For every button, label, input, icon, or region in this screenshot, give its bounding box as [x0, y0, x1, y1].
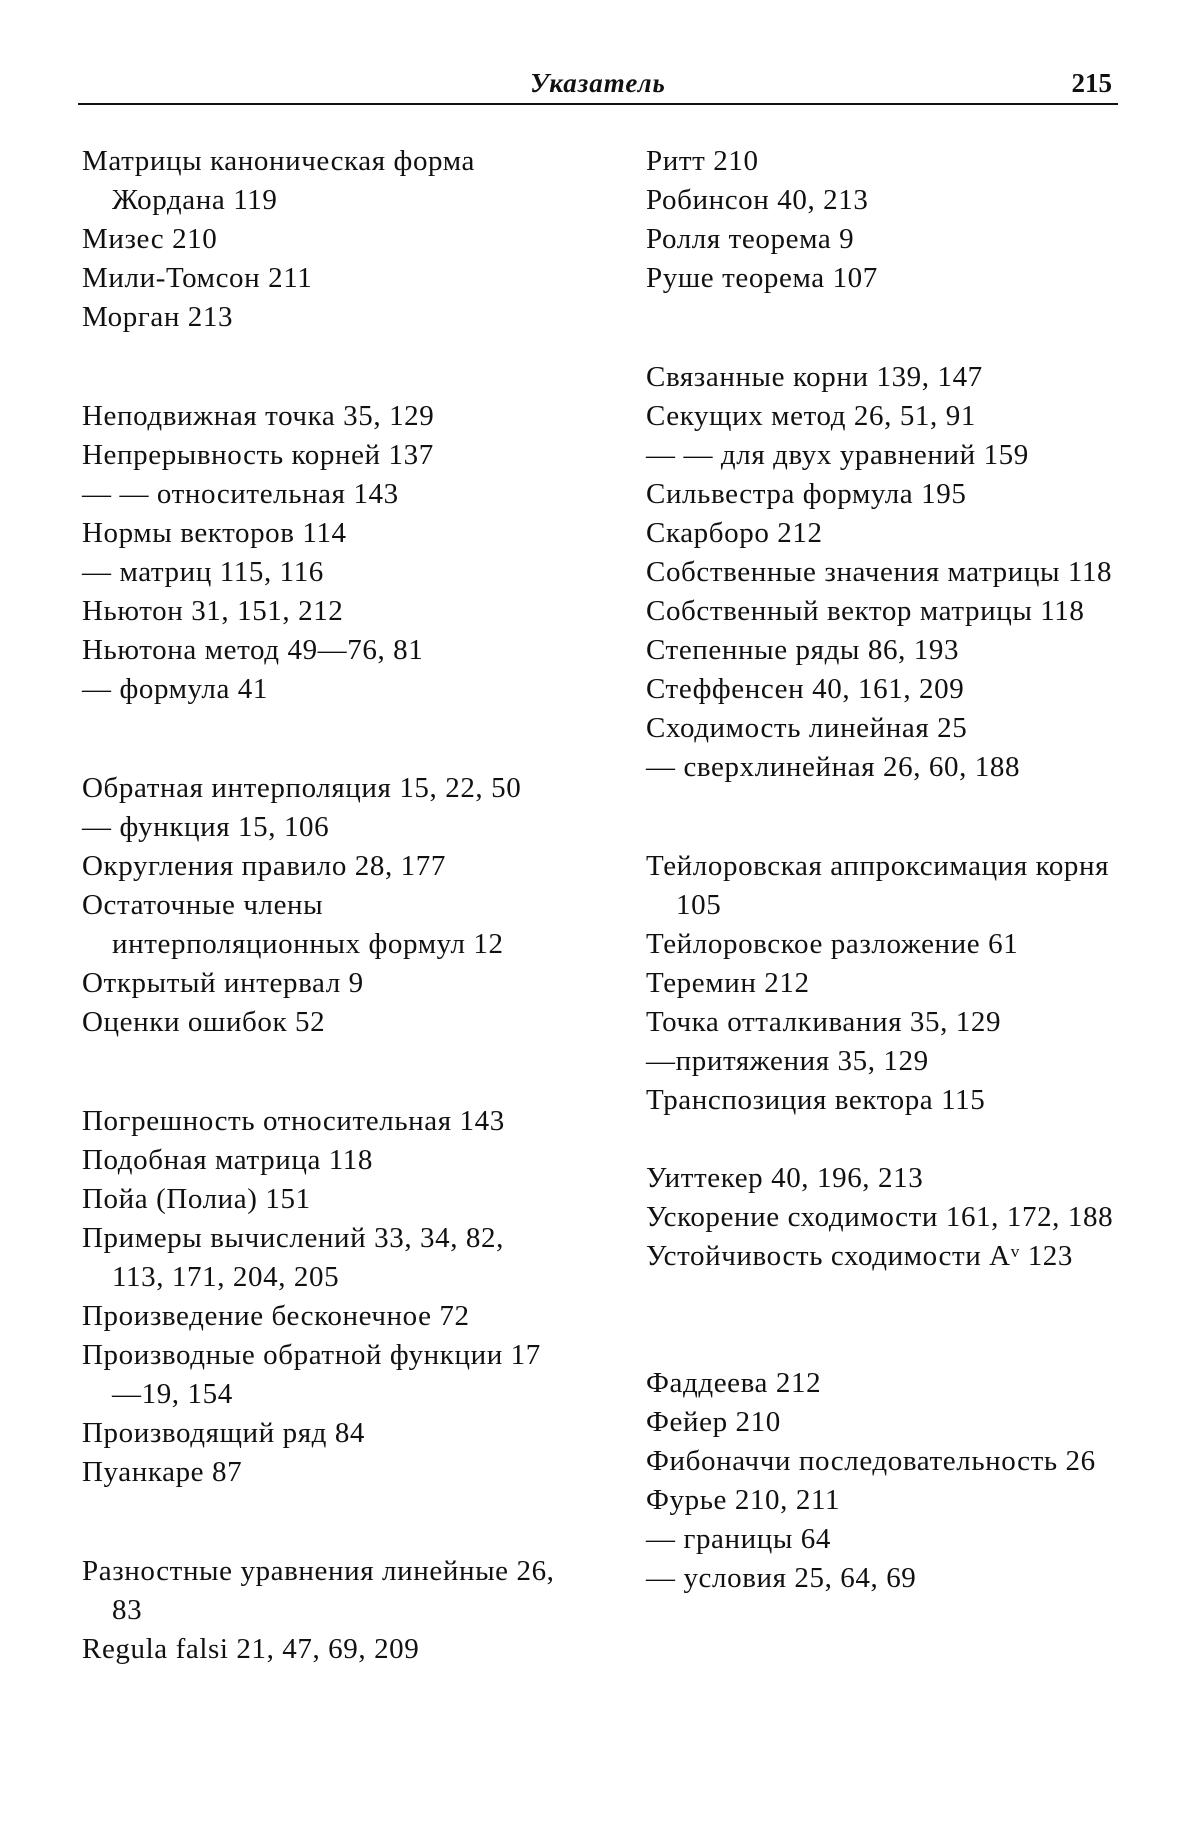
index-entry: Тейлоровская аппроксимация корня 105 [646, 850, 1110, 921]
index-subentry: —притяжения 35, 129 [646, 1045, 929, 1077]
index-entry: Нормы векторов 114 [82, 517, 347, 549]
index-entry: Остаточные члены интерполяционных формул 12 [82, 889, 504, 960]
page-number: 215 [1071, 68, 1112, 98]
index-subentry: — сверхлинейная 26, 60, 188 [646, 751, 1021, 783]
index-entry: Ролля теорема 9 [646, 223, 855, 255]
index-entry: Открытый интервал 9 [82, 967, 364, 999]
index-entry: Мили-Томсон 211 [82, 262, 313, 294]
index-entry: Пойа (Полиа) 151 [82, 1183, 311, 1215]
index-entry: Руше теорема 107 [646, 262, 878, 294]
index-entry: Производные обратной функции 17—19, 154 [82, 1339, 541, 1410]
index-subentry: — формула 41 [82, 673, 268, 705]
index-entry: Разностные уравнения линейные 26, 83 [82, 1555, 555, 1626]
index-entry: Производящий ряд 84 [82, 1417, 366, 1449]
index-entry: Погрешность относительная 143 [82, 1105, 505, 1137]
index-entry: Сильвестра формула 195 [646, 478, 967, 510]
index-entry: Ускорение сходимости 161, 172, 188 [646, 1201, 1114, 1233]
index-entry: Собственный вектор матрицы 118 [646, 595, 1085, 627]
index-entry: Произведение бесконечное 72 [82, 1300, 470, 1332]
index-entry: Округления правило 28, 177 [82, 850, 446, 882]
index-entry: Ритт 210 [646, 145, 759, 177]
index-entry: Тейлоровское разложение 61 [646, 928, 1019, 960]
index-entry: Regula falsi 21, 47, 69, 209 [82, 1633, 420, 1665]
index-entry: Пуанкаре 87 [82, 1456, 243, 1488]
index-column-right [646, 142, 1134, 1598]
index-entry: Степенные ряды 86, 193 [646, 634, 960, 666]
index-entry: Стеффенсен 40, 161, 209 [646, 673, 965, 705]
index-entry: Подобная матрица 118 [82, 1144, 373, 1176]
index-entry: Теремин 212 [646, 967, 810, 999]
index-subentry: — границы 64 [646, 1523, 832, 1555]
index-entry: Точка отталкивания 35, 129 [646, 1006, 1002, 1038]
index-entry: Транспозиция вектора 115 [646, 1084, 986, 1116]
index-entry: Непрерывность корней 137 [82, 439, 434, 471]
index-entry: Оценки ошибок 52 [82, 1006, 326, 1038]
index-column-left [82, 142, 562, 1669]
running-head [78, 68, 1118, 108]
index-entry: Устойчивость сходимости Aᵛ 123 [646, 1240, 1074, 1272]
index-entry: Ньютон 31, 151, 212 [82, 595, 344, 627]
index-entry: Сходимость линейная 25 [646, 712, 968, 744]
index-entry: Обратная интерполяция 15, 22, 50 [82, 772, 522, 804]
index-subentry: — — относительная 143 [82, 478, 399, 510]
index-entry: Неподвижная точка 35, 129 [82, 400, 435, 432]
index-subentry: — функция 15, 106 [82, 811, 330, 843]
index-entry: Фурье 210, 211 [646, 1484, 841, 1516]
index-entry: Связанные корни 139, 147 [646, 361, 983, 393]
index-subentry: — условия 25, 64, 69 [646, 1562, 917, 1594]
index-entry: Фейер 210 [646, 1406, 781, 1438]
index-entry: Морган 213 [82, 301, 234, 333]
index-entry: Фаддеева 212 [646, 1367, 822, 1399]
index-entry: Секущих метод 26, 51, 91 [646, 400, 976, 432]
index-subentry: — матриц 115, 116 [82, 556, 324, 588]
index-entry: Ньютона метод 49—76, 81 [82, 634, 424, 666]
running-head-title: Указатель [530, 68, 666, 98]
index-entry: Фибоначчи последовательность 26 [646, 1445, 1096, 1477]
index-entry: Мизес 210 [82, 223, 218, 255]
index-entry: Примеры вычислений 33, 34, 82, 113, 171, 204, 205 [82, 1222, 504, 1293]
header-rule [78, 103, 1118, 105]
index-entry: Собственные значения матрицы 118 [646, 556, 1113, 588]
index-entry: Уиттекер 40, 196, 213 [646, 1162, 924, 1194]
index-subentry: — — для двух уравнений 159 [646, 439, 1029, 471]
index-entry: Робинсон 40, 213 [646, 184, 869, 216]
index-entry: Матрицы каноническая форма Жордана 119 [82, 145, 475, 216]
index-entry: Скарборо 212 [646, 517, 823, 549]
